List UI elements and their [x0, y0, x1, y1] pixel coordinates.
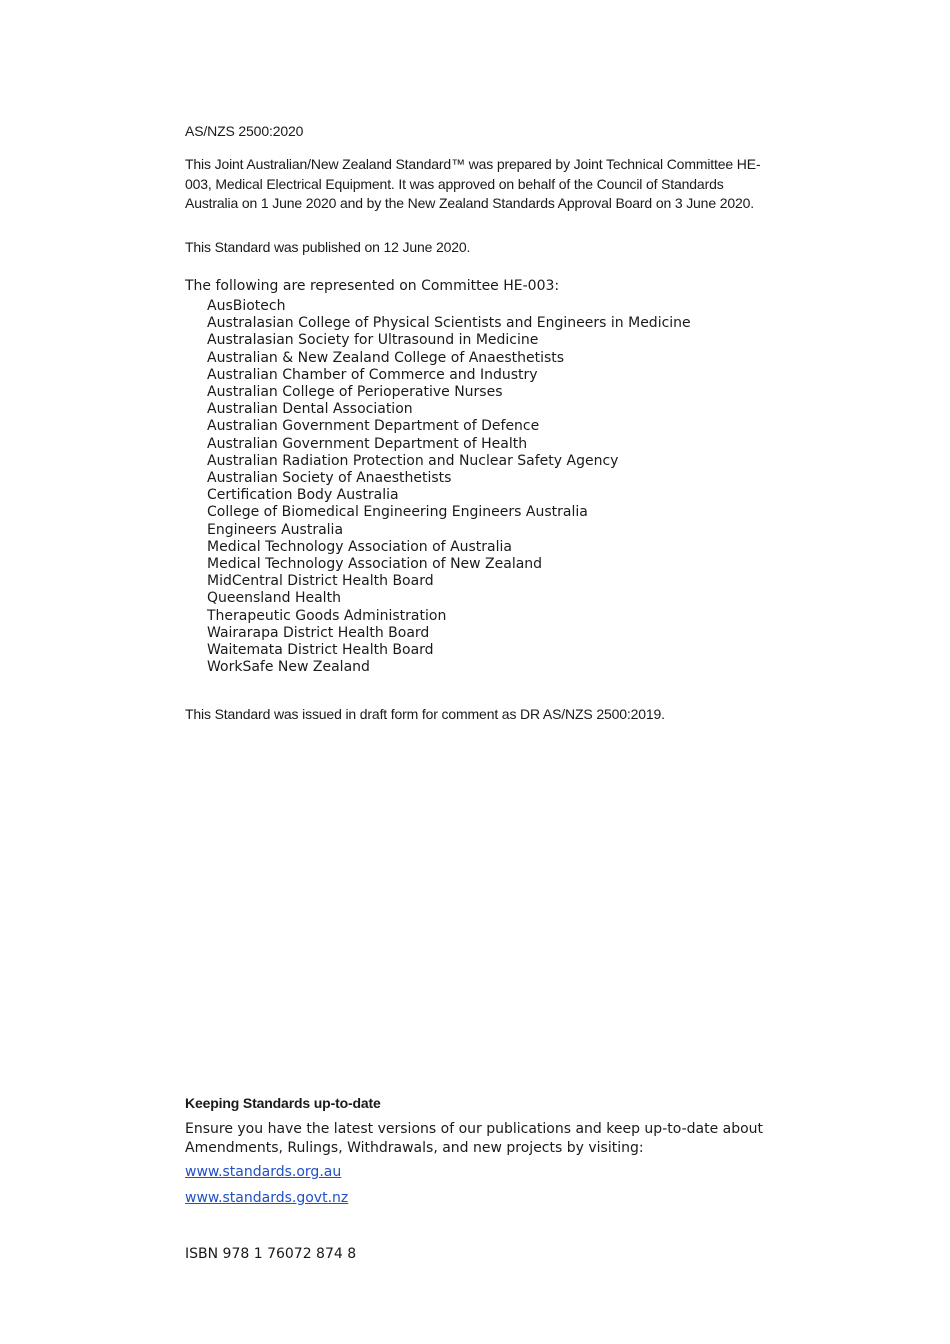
- committee-member: Certification Body Australia: [207, 487, 399, 504]
- keeping-up-to-date-body: Ensure you have the latest versions of our publications and keep up-to-date about Amendments, Rulings, Withdrawals, and new projects by visiting:: [185, 1121, 764, 1156]
- committee-member: WorkSafe New Zealand: [207, 659, 370, 676]
- committee-member: Australasian Society for Ultrasound in Medicine: [207, 332, 539, 349]
- committee-member: MidCentral District Health Board: [207, 573, 434, 590]
- published-date-paragraph: This Standard was published on 12 June 2020.: [185, 239, 471, 255]
- committee-member: Australian College of Perioperative Nurses: [207, 384, 503, 401]
- committee-member: Therapeutic Goods Administration: [207, 607, 447, 624]
- keeping-up-to-date-heading: Keeping Standards up-to-date: [185, 1095, 381, 1111]
- committee-member: Medical Technology Association of New Zealand: [207, 556, 543, 573]
- document-page: [185, 0, 775, 1344]
- committee-member: Australasian College of Physical Scientists and Engineers in Medicine: [207, 315, 691, 332]
- preparation-paragraph: This Joint Australian/New Zealand Standard™ was prepared by Joint Technical Committee HE-003, Medical Electrical Equipment. It was approved on behalf of the Council of Standards Australia on 1 June 2020 and by the New Zealand Standards Approval Board on 3 June 2020.: [185, 156, 761, 211]
- standards-nz-link[interactable]: www.standards.govt.nz: [185, 1190, 349, 1206]
- committee-member: Waitemata District Health Board: [207, 642, 434, 659]
- committee-member-list: [207, 298, 691, 676]
- committee-member: Australian Radiation Protection and Nuclear Safety Agency: [207, 452, 619, 469]
- committee-member: Australian Chamber of Commerce and Industry: [207, 366, 538, 383]
- isbn: ISBN 978 1 76072 874 8: [185, 1246, 357, 1262]
- committee-member: AusBiotech: [207, 298, 286, 314]
- committee-member: Australian & New Zealand College of Anaesthetists: [207, 349, 565, 366]
- committee-intro: The following are represented on Committee HE-003:: [185, 278, 560, 294]
- committee-member: Australian Government Department of Defence: [207, 418, 540, 435]
- committee-member: Australian Dental Association: [207, 401, 413, 418]
- committee-member: Medical Technology Association of Australia: [207, 538, 512, 555]
- committee-member: Wairarapa District Health Board: [207, 624, 430, 641]
- committee-member: Queensland Health: [207, 590, 341, 607]
- standard-id: AS/NZS 2500:2020: [185, 123, 304, 139]
- committee-member: College of Biomedical Engineering Engineers Australia: [207, 504, 588, 521]
- draft-note: This Standard was issued in draft form for comment as DR AS/NZS 2500:2019.: [185, 706, 665, 722]
- committee-member: Australian Government Department of Health: [207, 435, 528, 452]
- committee-member: Engineers Australia: [207, 521, 344, 538]
- standards-australia-link[interactable]: www.standards.org.au: [185, 1164, 342, 1180]
- committee-member: Australian Society of Anaesthetists: [207, 470, 452, 487]
